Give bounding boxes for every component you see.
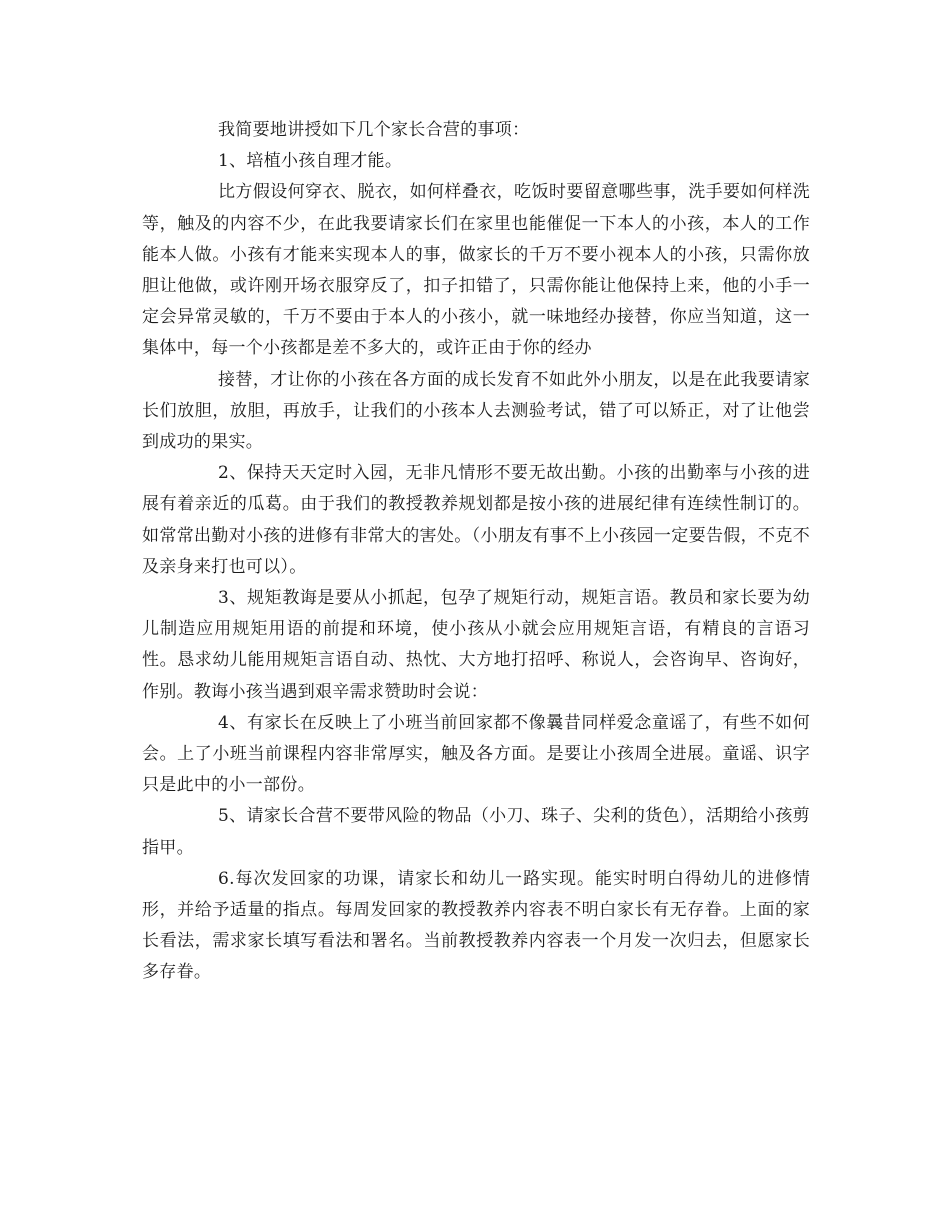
item-3-paragraph: 3、规矩教诲是要从小抓起，包孕了规矩行动，规矩言语。教员和家长要为幼儿制造应用规矩用语的前提和环境，使小孩从小就会应用规矩言语，有精良的言语习性。恳求幼儿能用规矩言语自动、热忱、大方地打招呼、称说人，会咨询早、咨询好，作别。教诲小孩当遇到艰辛需求赞助时会说： xyxy=(142,588,810,702)
item-1-paragraph: 比方假设何穿衣、脱衣，如何样叠衣，吃饭时要留意哪些事，洗手要如何样洗等，触及的内容不少，在此我要请家长们在家里也能催促一下本人的小孩，本人的工作能本人做。小孩有才能来实现本人的事，做家长的千万不要小视本人的小孩，只需你放胆让他做，或许刚开场衣服穿反了，扣子扣错了，只需你能让他保持上来，他的小手一定会异常灵敏的，千万不要由于本人的小孩小，就一味地经办接替，你应当知道，这一集体中，每一个小孩都是差不多大的，或许正由于你的经办 xyxy=(142,182,810,359)
item-1-continuation-paragraph: 接替，才让你的小孩在各方面的成长发育不如此外小朋友，以是在此我要请家长们放胆，放胆，再放手，让我们的小孩本人去测验考试，错了可以矫正，对了让他尝到成功的果实。 xyxy=(142,369,810,453)
document-body xyxy=(142,115,810,989)
item-4-paragraph: 4、有家长在反映上了小班当前回家都不像曩昔同样爱念童谣了，有些不如何会。上了小班当前课程内容非常厚实，触及各方面。是要让小孩周全进展。童谣、识字只是此中的小一部份。 xyxy=(142,712,810,796)
item-2-paragraph: 2、保持天天定时入园，无非凡情形不要无故出勤。小孩的出勤率与小孩的进展有着亲近的瓜葛。由于我们的教授教养规划都是按小孩的进展纪律有连续性制订的。如常常出勤对小孩的进修有非常大的害处。（小朋友有事不上小孩园一定要告假，不克不及亲身来打也可以）。 xyxy=(142,463,810,577)
intro-paragraph: 我简要地讲授如下几个家长合营的事项： xyxy=(218,120,530,140)
item-5-paragraph: 5、请家长合营不要带风险的物品（小刀、珠子、尖利的货色），活期给小孩剪指甲。 xyxy=(142,806,810,858)
item-6-paragraph: 6.每次发回家的功课，请家长和幼儿一路实现。能实时明白得幼儿的进修情形，并给予适量的指点。每周发回家的教授教养内容表不明白家长有无存眷。上面的家长看法，需求家长填写看法和署名。当前教授教养内容表一个月发一次归去，但愿家长多存眷。 xyxy=(142,868,810,983)
item-1-heading: 1、培植小孩自理才能。 xyxy=(218,151,403,172)
